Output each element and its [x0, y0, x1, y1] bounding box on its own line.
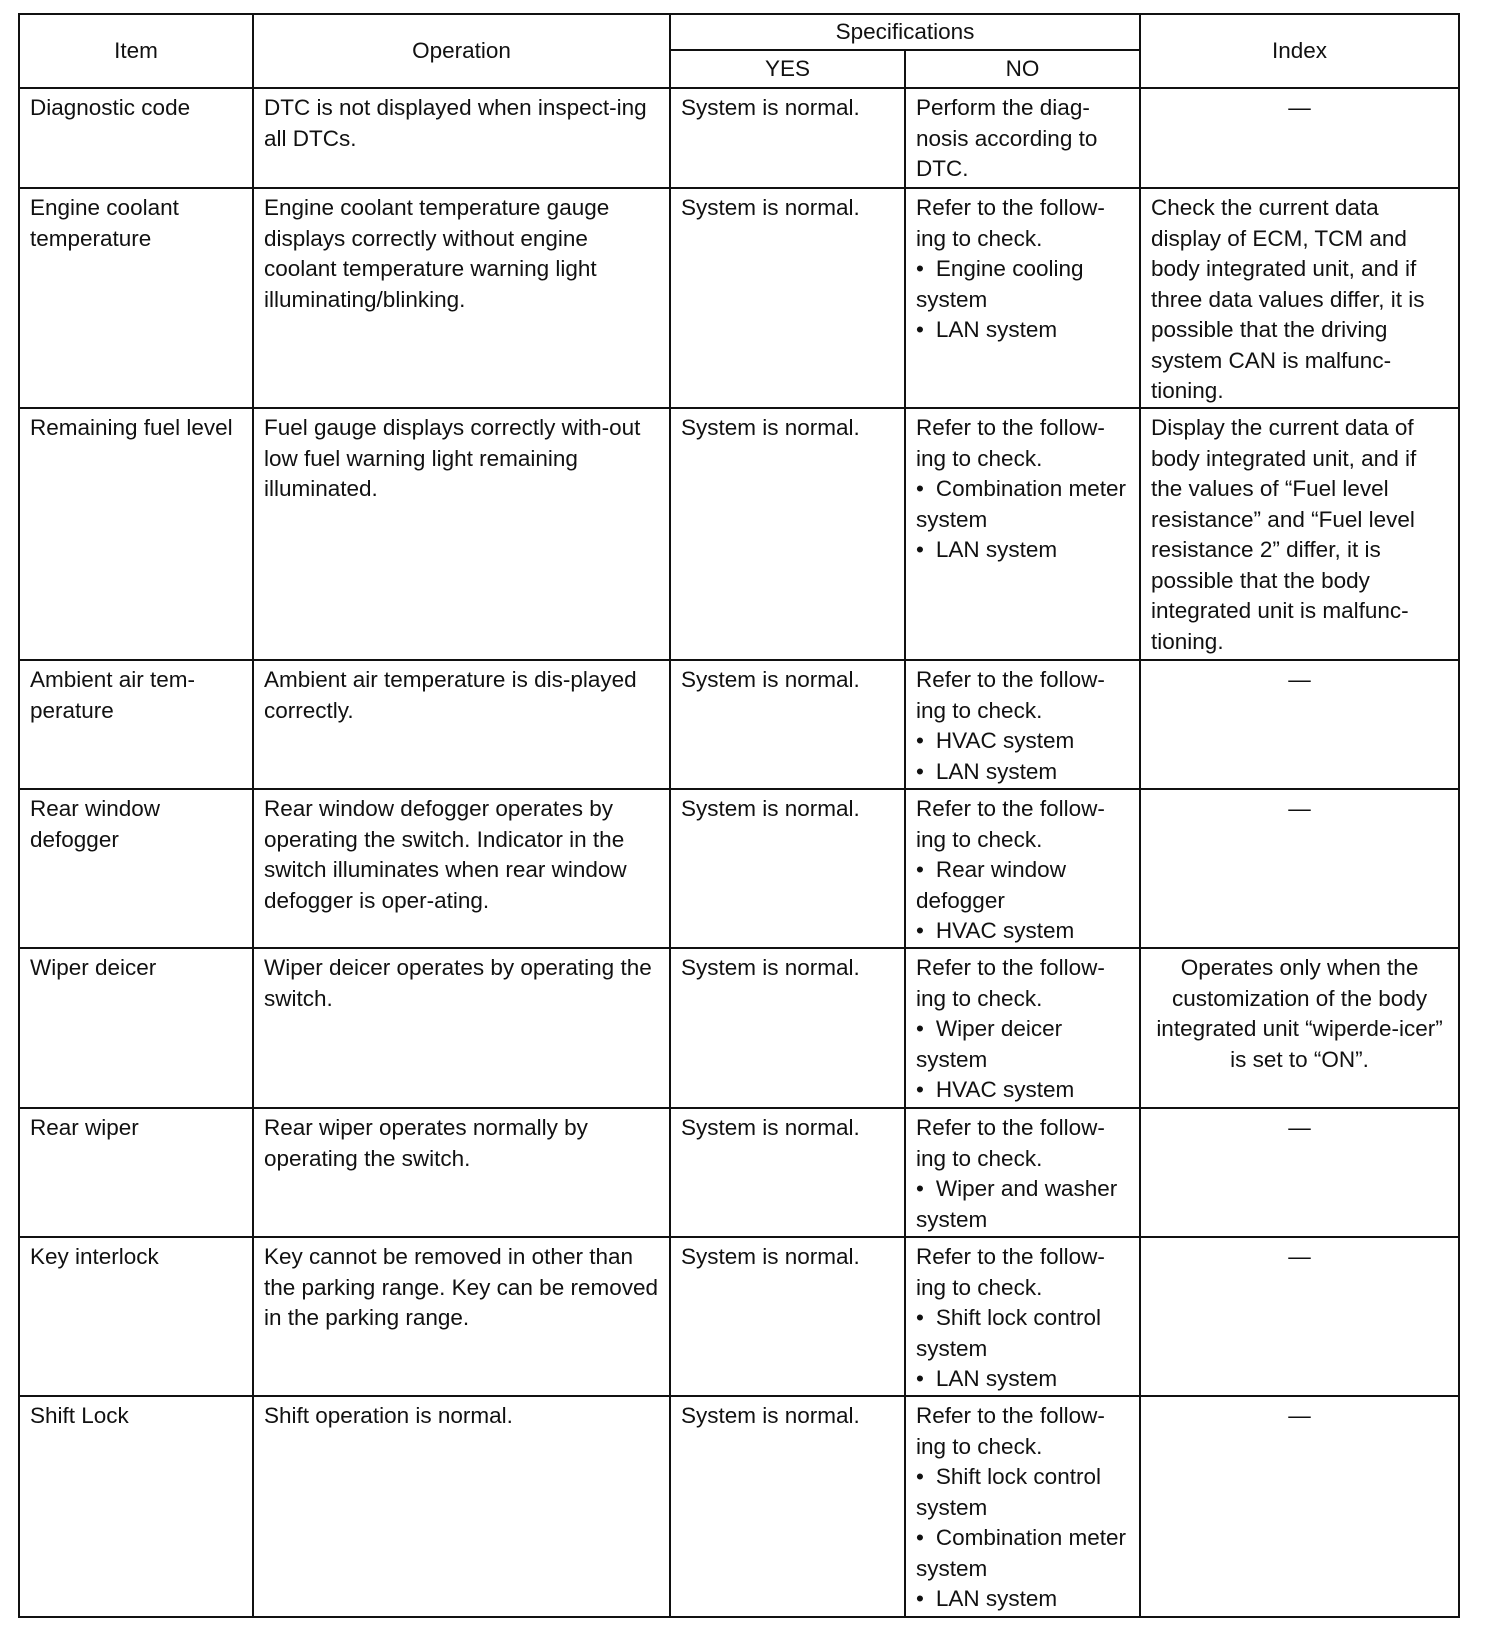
no-text: Refer to the follow-ing to check. — [916, 1403, 1105, 1459]
no-text: Refer to the follow-ing to check. — [916, 1115, 1105, 1171]
operation-cell: Rear window defogger operates by operating the switch. Indicator in the switch illuminates when rear window defogger is oper-ating. — [253, 789, 670, 948]
yes-cell: System is normal. — [670, 948, 905, 1108]
bullet-item: • Engine cooling system — [916, 254, 1129, 315]
index-cell: Display the current data of body integrated unit, and if the values of “Fuel level resistance” and “Fuel level resistance 2” differ, it is possible that the body integrated unit is malfunc-tioning. — [1140, 408, 1459, 660]
index-cell: — — [1140, 660, 1459, 789]
bullet-item: • Rear window defogger — [916, 855, 1129, 916]
no-text: Refer to the follow-ing to check. — [916, 1244, 1105, 1300]
bullet-item: • HVAC system — [916, 726, 1129, 757]
no-text: Perform the diag-nosis according to DTC. — [916, 95, 1098, 181]
item-cell: Key interlock — [19, 1237, 253, 1396]
bullet-item: • HVAC system — [916, 1075, 1129, 1106]
header-no: NO — [905, 50, 1140, 88]
bullet-item: • Shift lock control system — [916, 1462, 1129, 1523]
index-cell: — — [1140, 1237, 1459, 1396]
no-text: Refer to the follow-ing to check. — [916, 796, 1105, 852]
item-cell: Ambient air tem-perature — [19, 660, 253, 789]
no-cell — [905, 789, 1140, 948]
table-row — [19, 408, 1459, 660]
operation-cell: Engine coolant temperature gauge displays correctly without engine coolant temperature warning light illuminating/blinking. — [253, 188, 670, 408]
yes-cell: System is normal. — [670, 408, 905, 660]
index-cell: Check the current data display of ECM, TCM and body integrated unit, and if three data values differ, it is possible that the driving system CAN is malfunc-tioning. — [1140, 188, 1459, 408]
table-row — [19, 88, 1459, 188]
no-cell — [905, 188, 1140, 408]
no-cell — [905, 948, 1140, 1108]
no-cell — [905, 408, 1140, 660]
header-item: Item — [19, 14, 253, 88]
bullet-item: • Combination meter system — [916, 474, 1129, 535]
bullet-item: • LAN system — [916, 757, 1129, 788]
bullet-item: • Wiper deicer system — [916, 1014, 1129, 1075]
no-cell — [905, 88, 1140, 188]
table-row — [19, 1396, 1459, 1617]
table-row — [19, 948, 1459, 1108]
item-cell: Remaining fuel level — [19, 408, 253, 660]
operation-cell: Key cannot be removed in other than the parking range. Key can be removed in the parking range. — [253, 1237, 670, 1396]
no-cell — [905, 1396, 1140, 1617]
index-cell: — — [1140, 88, 1459, 188]
bullet-item: • HVAC system — [916, 916, 1129, 947]
operation-cell: Rear wiper operates normally by operating the switch. — [253, 1108, 670, 1237]
header-index: Index — [1140, 14, 1459, 88]
yes-cell: System is normal. — [670, 1108, 905, 1237]
item-cell: Engine coolant temperature — [19, 188, 253, 408]
operation-cell: Wiper deicer operates by operating the switch. — [253, 948, 670, 1108]
no-cell — [905, 1108, 1140, 1237]
yes-cell: System is normal. — [670, 660, 905, 789]
bullet-item: • Combination meter system — [916, 1523, 1129, 1584]
header-operation: Operation — [253, 14, 670, 88]
bullet-item: • Wiper and washer system — [916, 1174, 1129, 1235]
no-cell — [905, 660, 1140, 789]
no-text: Refer to the follow-ing to check. — [916, 195, 1105, 251]
table-row — [19, 188, 1459, 408]
no-text: Refer to the follow-ing to check. — [916, 415, 1105, 471]
inspection-table — [18, 13, 1460, 1618]
index-cell: Operates only when the customization of the body integrated unit “wiperde-icer” is set to “ON”. — [1140, 948, 1459, 1108]
index-cell: — — [1140, 1396, 1459, 1617]
operation-cell: Fuel gauge displays correctly with-out low fuel warning light remaining illuminated. — [253, 408, 670, 660]
yes-cell: System is normal. — [670, 789, 905, 948]
item-cell: Diagnostic code — [19, 88, 253, 188]
bullet-item: • Shift lock control system — [916, 1303, 1129, 1364]
yes-cell: System is normal. — [670, 88, 905, 188]
header-yes: YES — [670, 50, 905, 88]
operation-cell: DTC is not displayed when inspect-ing all DTCs. — [253, 88, 670, 188]
table-row — [19, 1237, 1459, 1396]
table-row — [19, 789, 1459, 948]
item-cell: Shift Lock — [19, 1396, 253, 1617]
no-text: Refer to the follow-ing to check. — [916, 955, 1105, 1011]
index-cell: — — [1140, 789, 1459, 948]
bullet-item: • LAN system — [916, 315, 1129, 346]
bullet-item: • LAN system — [916, 535, 1129, 566]
no-text: Refer to the follow-ing to check. — [916, 667, 1105, 723]
bullet-item: • LAN system — [916, 1364, 1129, 1395]
operation-cell: Shift operation is normal. — [253, 1396, 670, 1617]
bullet-item: • LAN system — [916, 1584, 1129, 1615]
item-cell: Rear wiper — [19, 1108, 253, 1237]
yes-cell: System is normal. — [670, 188, 905, 408]
header-specifications: Specifications — [670, 14, 1140, 50]
yes-cell: System is normal. — [670, 1237, 905, 1396]
yes-cell: System is normal. — [670, 1396, 905, 1617]
operation-cell: Ambient air temperature is dis-played correctly. — [253, 660, 670, 789]
item-cell: Wiper deicer — [19, 948, 253, 1108]
table-row — [19, 1108, 1459, 1237]
table-row — [19, 660, 1459, 789]
no-cell — [905, 1237, 1140, 1396]
index-cell: — — [1140, 1108, 1459, 1237]
item-cell: Rear window defogger — [19, 789, 253, 948]
